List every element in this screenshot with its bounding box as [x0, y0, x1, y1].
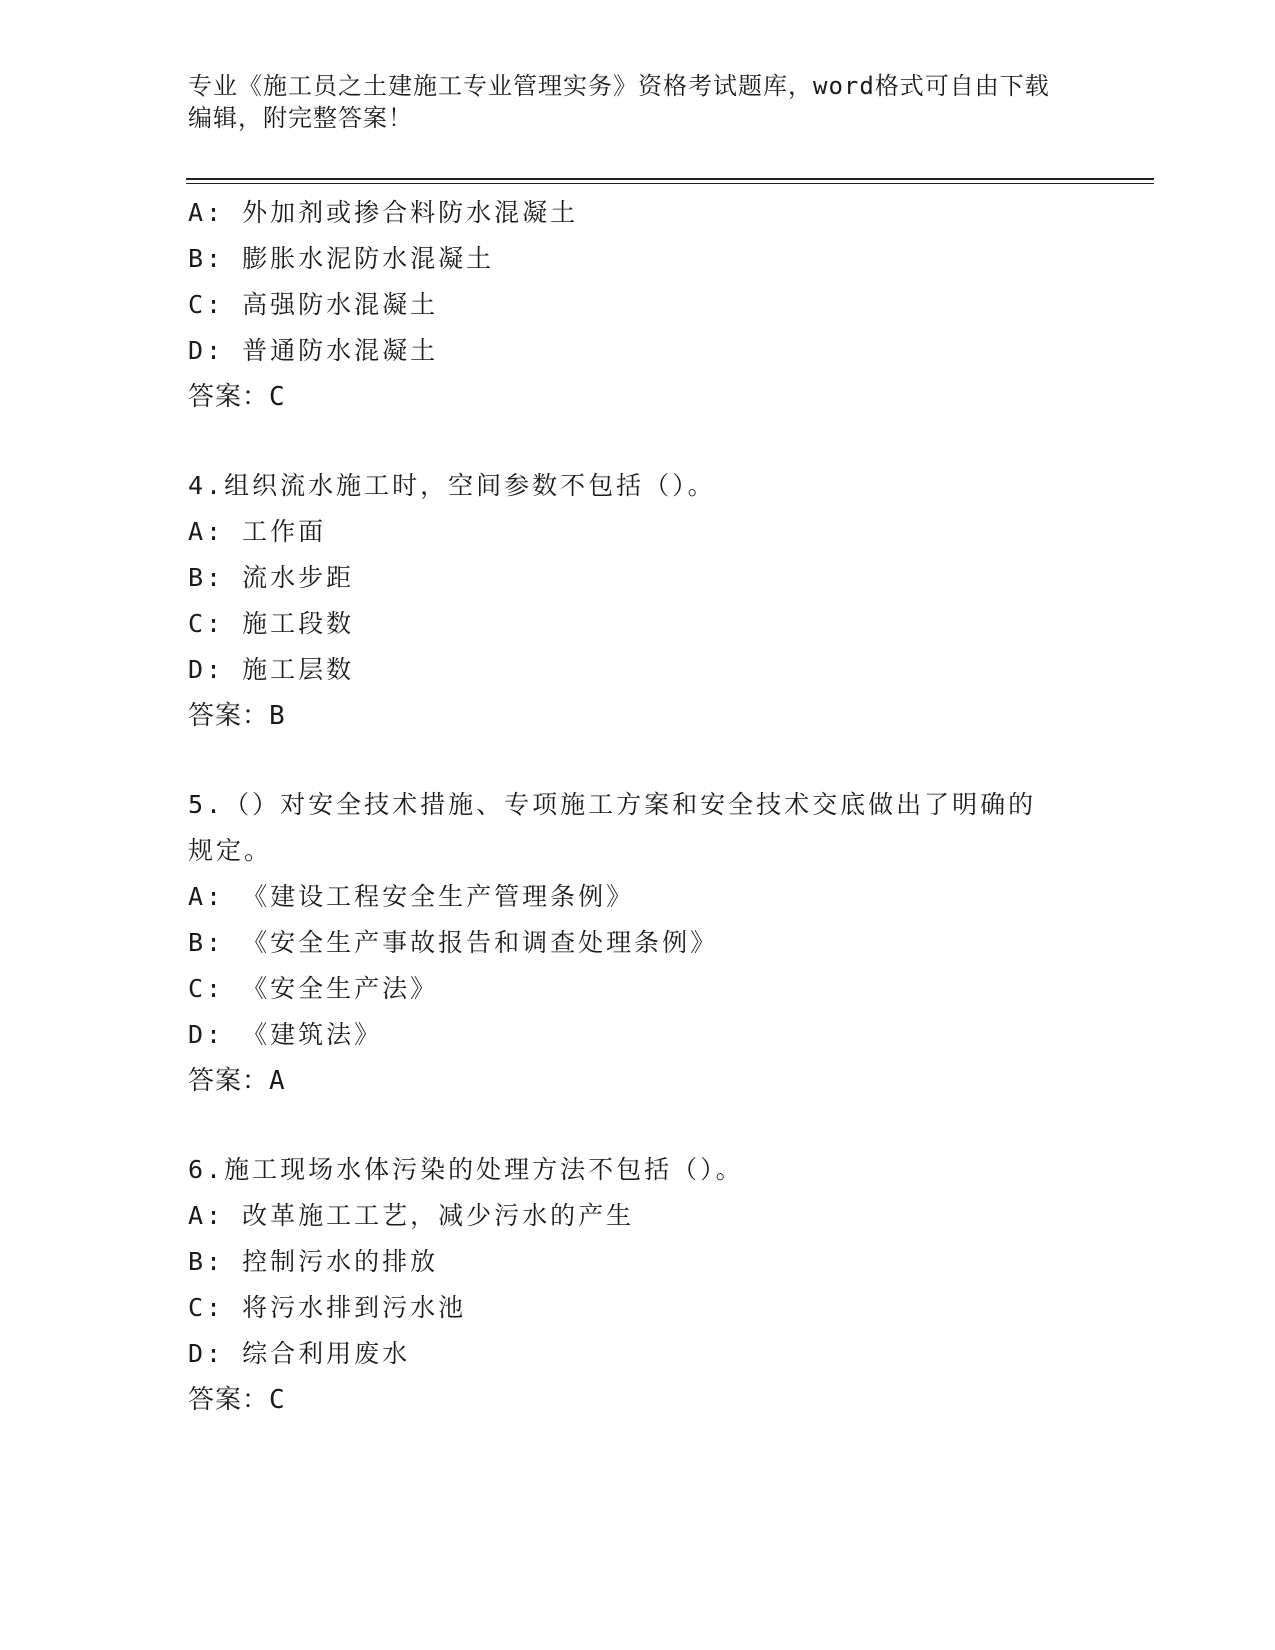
answer-line — [188, 374, 1068, 420]
option-c: C: 施工段数 — [188, 609, 355, 638]
option-c: C: 将污水排到污水池 — [188, 1293, 467, 1322]
option-b: B: 《安全生产事故报告和调查处理条例》 — [188, 928, 719, 957]
option-b: B: 流水步距 — [188, 563, 355, 592]
answer-value: C — [269, 382, 286, 412]
question-list — [188, 190, 1068, 1423]
option-b: B: 控制污水的排放 — [188, 1247, 439, 1276]
option-c: C: 《安全生产法》 — [188, 974, 439, 1003]
question-stem: 5.（）对安全技术措施、专项施工方案和安全技术交底做出了明确的规定。 — [188, 790, 1037, 865]
header-rule-thick — [186, 178, 1154, 180]
answer-value: C — [269, 1385, 286, 1415]
option-a: A: 工作面 — [188, 517, 327, 546]
question-6 — [188, 1147, 1068, 1423]
question-4 — [188, 463, 1068, 739]
option-d: D: 施工层数 — [188, 655, 355, 684]
answer-label: 答案： — [188, 1066, 270, 1096]
answer-line — [188, 1377, 1068, 1423]
question-stem: 6.施工现场水体污染的处理方法不包括（）。 — [188, 1155, 744, 1184]
option-d: D: 普通防水混凝土 — [188, 336, 439, 365]
option-d: D: 综合利用废水 — [188, 1339, 411, 1368]
answer-value: B — [269, 701, 286, 731]
question-3-continued — [188, 190, 1068, 420]
answer-line — [188, 693, 1068, 739]
question-stem: 4.组织流水施工时，空间参数不包括（）。 — [188, 471, 716, 500]
answer-label: 答案： — [188, 701, 270, 731]
option-a: A: 外加剂或掺合料防水混凝土 — [188, 198, 579, 227]
option-c: C: 高强防水混凝土 — [188, 290, 439, 319]
option-a: A: 《建设工程安全生产管理条例》 — [188, 882, 635, 911]
header-rule-thin — [186, 183, 1154, 184]
answer-label: 答案： — [188, 1385, 270, 1415]
document-header: 专业《施工员之土建施工专业管理实务》资格考试题库，word格式可自由下载编辑，附完整答案！ — [188, 72, 1050, 132]
answer-label: 答案： — [188, 382, 270, 412]
option-d: D: 《建筑法》 — [188, 1020, 383, 1049]
option-b: B: 膨胀水泥防水混凝土 — [188, 244, 495, 273]
option-a: A: 改革施工工艺，减少污水的产生 — [188, 1201, 635, 1230]
question-5 — [188, 782, 1068, 1104]
answer-value: A — [269, 1066, 286, 1096]
answer-line — [188, 1058, 1068, 1104]
